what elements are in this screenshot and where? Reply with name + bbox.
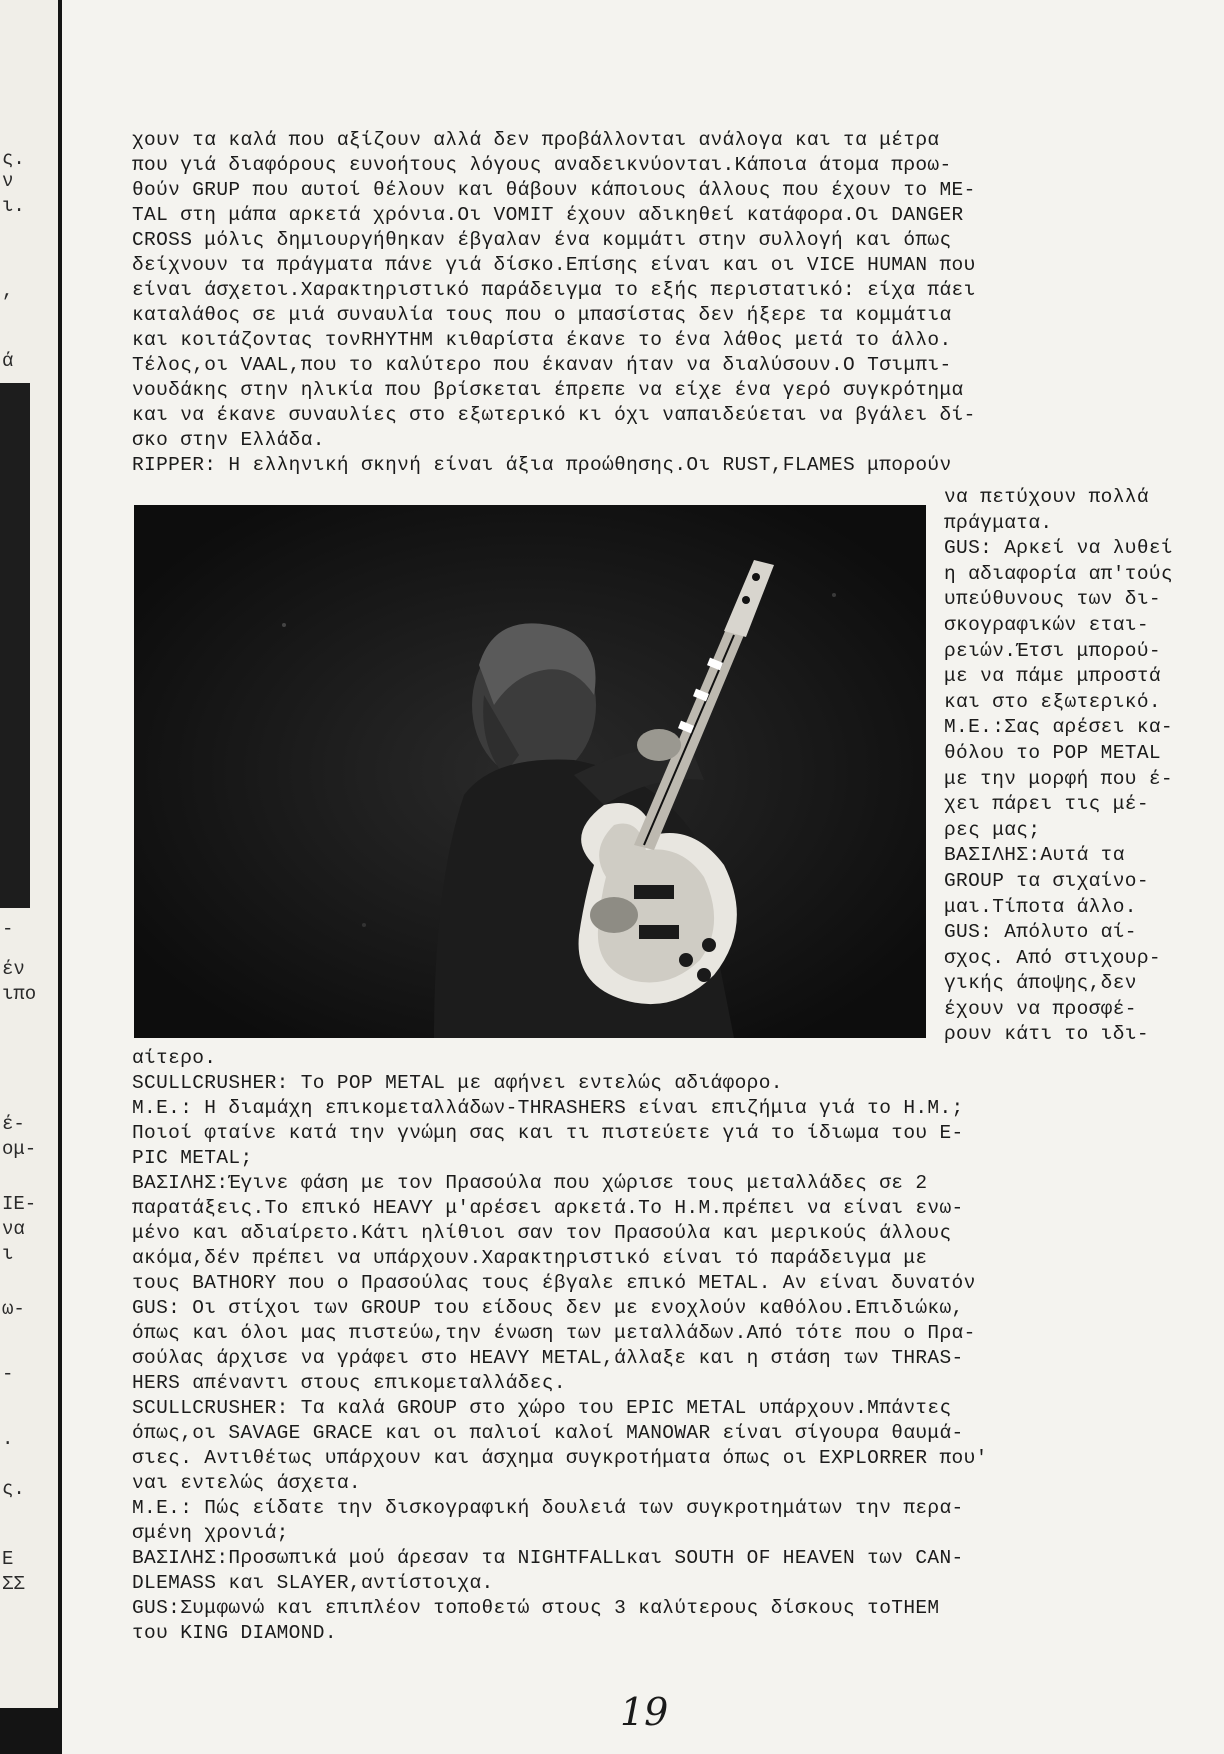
- text-line: SCULLCRUSHER: Τα καλά GROUP στο χώρο του EPIC METAL υπάρχουν.Μπάντες: [132, 1397, 952, 1419]
- text-line: DLEMASS και SLAYER,αντίστοιχα.: [132, 1572, 494, 1594]
- gutter-fragment: ι.: [2, 195, 25, 217]
- gutter-dark-strip: [0, 1708, 58, 1754]
- text-line: CROSS μόλις δημιουργήθηκαν έβγαλαν ένα κομμάτι στην συλλογή και όπως: [132, 229, 952, 251]
- page-number: 19: [620, 1690, 669, 1734]
- zine-page: [62, 0, 1224, 1754]
- text-line: αίτερο.: [132, 1047, 217, 1069]
- text-line: Ποιοί φταίνε κατά την γνώμη σας και τι πιστεύετε γιά το ίδιωμα του E-: [132, 1122, 964, 1144]
- text-line: και κοιτάζοντας τονRHYTHM κιθαρίστα έκανε το ένα λάθος μετά το άλλο.: [132, 329, 952, 351]
- text-line: ΒΑΣΙΛΗΣ:Αυτά τα: [944, 844, 1125, 867]
- text-line: TAL στη μάπα αρκετά χρόνια.Οι VOMIT έχουν αδικηθεί κατάφορα.Οι DANGER: [132, 204, 964, 226]
- text-line: χει πάρει τις μέ-: [944, 793, 1149, 816]
- text-line: είναι άσχετοι.Χαρακτηριστικό παράδειγμα το εξής περιστατικό: είχα πάει: [132, 279, 976, 301]
- text-line: παρατάξεις.Το επικό HEAVY μ'αρέσει αρκετά.Το H.M.πρέπει να είναι ενω-: [132, 1197, 964, 1219]
- text-line: σκογραφικών εται-: [944, 613, 1149, 636]
- text-line: θόλου το POP METAL: [944, 741, 1161, 764]
- gutter-fragment: ω-: [2, 1298, 25, 1320]
- guitarist-photo: [134, 505, 926, 1038]
- text-line: ΒΑΣΙΛΗΣ:Προσωπικά μού άρεσαν τα NIGHTFALLκαι SOUTH OF HEAVEN των CAN-: [132, 1547, 964, 1569]
- text-line: νουδάκης στην ηλικία που βρίσκεται έπρεπε να είχε ένα γερό συγκρότημα: [132, 379, 964, 401]
- gutter-fragment: ι: [2, 1243, 14, 1265]
- text-line: ρες μας;: [944, 818, 1041, 841]
- text-line: ναι εντελώς άσχετα.: [132, 1472, 361, 1494]
- text-line: που γιά διαφόρους ευνοήτους λόγους αναδεικνύονται.Κάποια άτομα προω-: [132, 154, 952, 176]
- text-line: GUS: Αρκεί να λυθεί: [944, 537, 1173, 560]
- gutter-fragment: ομ-: [2, 1138, 37, 1160]
- gutter-fragment: έν: [2, 958, 25, 980]
- text-line: η αδιαφορία απ'τούς: [944, 562, 1173, 585]
- text-line: όπως,οι SAVAGE GRACE και οι παλιοί καλοί MANOWAR είναι σίγουρα θαυμά-: [132, 1422, 964, 1444]
- previous-page-gutter: [0, 0, 62, 1754]
- text-line: δείχνουν τα πράγματα πάνε γιά δίσκο.Επίσης είναι και οι VICE HUMAN που: [132, 254, 976, 276]
- text-line: χουν τα καλά που αξίζουν αλλά δεν προβάλλονται ανάλογα και τα μέτρα: [132, 129, 940, 151]
- gutter-fragment: -: [2, 918, 14, 940]
- text-line: έχουν να προσφέ-: [944, 997, 1137, 1020]
- text-line: και να έκανε συναυλίες στο εξωτερικό κι όχι ναπαιδεύεται να βγάλει δί-: [132, 404, 976, 426]
- gutter-fragment: να: [2, 1218, 25, 1240]
- gutter-fragment: ς.: [2, 1478, 25, 1500]
- text-line: GUS:Συμφωνώ και επιπλέον τοποθετώ στους 3 καλύτερους δίσκους τοTHEM: [132, 1597, 940, 1619]
- text-line: HERS απέναντι στους επικομεταλλάδες.: [132, 1372, 566, 1394]
- text-line: GUS: Απόλυτο αί-: [944, 921, 1137, 944]
- text-line: GROUP τα σιχαίνο-: [944, 869, 1149, 892]
- text-line: M.E.:Σας αρέσει κα-: [944, 716, 1173, 739]
- text-line: σούλας άρχισε να γράφει στο HEAVY METAL,άλλαξε και η στάση των THRAS-: [132, 1347, 964, 1369]
- text-line: M.E.: Η διαμάχη επικομεταλλάδων-THRASHERS είναι επιζήμια γιά το H.M.;: [132, 1097, 964, 1119]
- text-line: ακόμα,δέν πρέπει να υπάρχουν.Χαρακτηριστικό είναι τό παράδειγμα με: [132, 1247, 928, 1269]
- text-line: γικής άποψης,δεν: [944, 972, 1137, 995]
- text-line: ΒΑΣΙΛΗΣ:Έγινε φάση με τον Πρασούλα που χώρισε τους μεταλλάδες σε 2: [132, 1172, 928, 1194]
- text-line: M.E.: Πώς είδατε την δισκογραφική δουλειά των συγκροτημάτων την περα-: [132, 1497, 964, 1519]
- text-line: σχος. Από στιχουρ-: [944, 946, 1161, 969]
- gutter-fragment: ιπο: [2, 983, 37, 1005]
- guitarist-illustration: [134, 505, 926, 1038]
- gutter-fragment: -: [2, 1363, 14, 1385]
- gutter-fragment: ΙΕ-: [2, 1193, 37, 1215]
- text-line: σκο στην Ελλάδα.: [132, 429, 325, 451]
- article-text-bottom: [132, 1046, 1222, 1646]
- text-line: καταλάθος σε μιά συναυλία τους που ο μπασίστας δεν ήξερε τα κομμάτια: [132, 304, 952, 326]
- text-line: SCULLCRUSHER: Το POP METAL με αφήνει εντελώς αδιάφορο.: [132, 1072, 783, 1094]
- text-line: τους BATHORY που ο Πρασούλας τους έβγαλε επικό METAL. Αν είναι δυνατόν: [132, 1272, 976, 1294]
- text-line: του KING DIAMOND.: [132, 1622, 337, 1644]
- text-line: PIC METAL;: [132, 1147, 253, 1169]
- article-text-side: [944, 485, 1224, 1048]
- text-line: και στο εξωτερικό.: [944, 690, 1161, 713]
- text-line: μένο και αδιαίρετο.Κάτι ηλίθιοι σαν τον Πρασούλα και μερικούς άλλους: [132, 1222, 952, 1244]
- text-line: Τέλος,οι VAAL,που το καλύτερο που έκαναν ήταν να διαλύσουν.Ο Τσιμπι-: [132, 354, 952, 376]
- text-line: ρειών.Έτσι μπορού-: [944, 639, 1161, 662]
- gutter-fragment: ά: [2, 350, 14, 372]
- gutter-fragment: .: [2, 1428, 14, 1450]
- gutter-photo-edge: [0, 383, 30, 908]
- text-line: ρουν κάτι το ιδι-: [944, 1023, 1149, 1046]
- gutter-fragment: ν: [2, 170, 14, 192]
- text-line: να πετύχουν πολλά: [944, 486, 1149, 508]
- gutter-fragment: έ-: [2, 1113, 25, 1135]
- article-text-top: [132, 128, 1222, 478]
- text-line: πράγματα.: [944, 511, 1053, 534]
- text-line: υπεύθυνους των δι-: [944, 588, 1161, 611]
- gutter-fragment: ς.: [2, 148, 25, 170]
- text-line: μαι.Τίποτα άλλο.: [944, 895, 1137, 918]
- gutter-fragment: ΣΣ: [2, 1573, 25, 1595]
- text-line: θούν GRUP που αυτοί θέλουν και θάβουν κάποιους άλλους που έχουν το ME-: [132, 179, 976, 201]
- text-line: με να πάμε μπροστά: [944, 665, 1161, 688]
- text-line: με την μορφή που έ-: [944, 767, 1173, 790]
- text-line: όπως και όλοι μας πιστεύω,την ένωση των μεταλλάδων.Από τότε που ο Πρα-: [132, 1322, 976, 1344]
- text-line: σμένη χρονιά;: [132, 1522, 289, 1544]
- text-line: σιες. Αντιθέτως υπάρχουν και άσχημα συγκροτήματα όπως οι EXPLORRER που': [132, 1447, 988, 1469]
- gutter-fragment: Ε: [2, 1548, 14, 1570]
- text-line: GUS: Οι στίχοι των GROUP του είδους δεν με ενοχλούν καθόλου.Επιδιώκω,: [132, 1297, 964, 1319]
- text-line: RIPPER: Η ελληνική σκηνή είναι άξια προώθησης.Οι RUST,FLAMES μπορούν: [132, 454, 952, 476]
- gutter-fragment: ,: [2, 280, 14, 302]
